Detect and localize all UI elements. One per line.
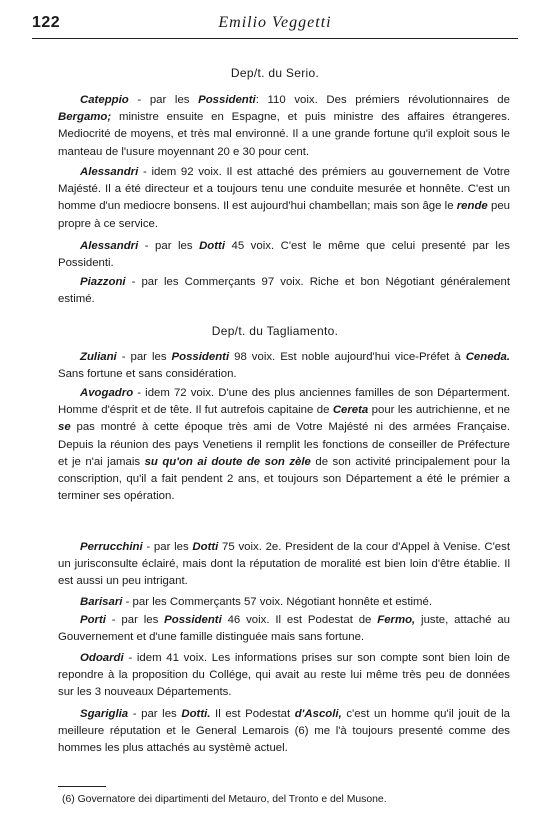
- entry-sgariglia: Sgariglia - par les Dotti. Il est Podestat d'Ascoli, c'est un homme qu'il jouit de la meilleure réputation et le General Lemarois (6) me l'à toujours presenté comme des hommes les plus attachés au systèmè actuel.: [58, 708, 510, 755]
- entry-avogadro: Avogadro - idem 72 voix. D'une des plus anciennes familles de son Départerment. Homme d'ésprit et de tête. Il fut autrefois capitaine de Cereta pour les autrichienne, et ne se pas montré à cette époque très ami de Votre Majésté ni des armées Française. Depuis la réunion des pays Venetiens il remplit les fonctions de conseiller de Préfecture et je n'ai jamais su qu'on ai doute de son zèle de son activité principalement pour la conscription, qu'il a fait pendent 2 ans, et toujours son Département a été le prémier a terminer ses opération.: [58, 387, 510, 503]
- entry-perrucchini: Perrucchini - par les Dotti 75 voix. 2e. President de la cour d'Appel à Venise. C'est un jurisconsulte éclairé, mais dont la réputation de moralité est bien loin d'être établie. Il est aussi un peu intrigant.: [58, 541, 510, 588]
- entry-odoardi: Odoardi - idem 41 voix. Les informations prises sur son compte sont bien loin de repondre à la proposition du Collége, qui avait au reste lui même très peu de données sur les 3 nouveaux Départements.: [58, 652, 510, 699]
- running-title: Emilio Veggetti: [218, 14, 332, 31]
- entry-cateppio: Cateppio - par les Possidenti: 110 voix. Des prémiers révolutionnaires de Bergamo; ministre ensuite en Espagne, et puis ministre des affaires étrangeres. Mediocrité de moyens, et très mal environné. Il a une grande fortune qu'il exploit sous le manteau de l'usure moyennant 20 e 30 pour cent.: [58, 94, 510, 158]
- entry-name: Alessandri: [80, 240, 139, 252]
- section-title-tagliamento: Dep/t. du Tagliamento.: [211, 324, 339, 338]
- page-number: 122: [32, 14, 61, 31]
- entry-name: Odoardi: [80, 652, 124, 664]
- footnote-rule: [58, 786, 106, 787]
- entry-name: Porti: [80, 614, 106, 626]
- entry-name: Perrucchini: [80, 541, 143, 553]
- entry-name: Barisari: [80, 596, 123, 608]
- entry-name: Piazzoni: [80, 276, 126, 288]
- header-rule: [32, 38, 518, 39]
- entry-name: Alessandri: [80, 166, 139, 178]
- footnote: (6) Governatore dei dipartimenti del Metauro, del Tronto e del Musone.: [62, 794, 387, 805]
- entry-name: Cateppio: [80, 94, 129, 106]
- entry-porti: Porti - par les Possidenti 46 voix. Il est Podestat de Fermo, juste, attaché au Gouvernement et d'une famille distinguée mais sans fortune.: [58, 614, 510, 644]
- entry-name: Sgariglia: [80, 708, 129, 720]
- entry-name: Zuliani: [80, 351, 117, 363]
- running-head: [32, 14, 518, 36]
- entry-barisari: Barisari - par les Commerçants 57 voix. Négotiant honnête et estimé.: [80, 596, 433, 608]
- entry-alessandri-2: Alessandri - par les Dotti 45 voix. C'est le même que celui presenté par les Possidenti.: [58, 240, 510, 270]
- entry-name: Avogadro: [80, 387, 134, 399]
- entry-zuliani: Zuliani - par les Possidenti 98 voix. Est noble aujourd'hui vice-Préfet à Ceneda. Sans fortune et sans considération.: [58, 351, 510, 381]
- entry-piazzoni: Piazzoni - par les Commerçants 97 voix. Riche et bon Négotiant généralement estimé.: [58, 276, 510, 306]
- section-title-serio: Dep/t. du Serio.: [230, 66, 320, 80]
- entry-alessandri-1: Alessandri - idem 92 voix. Il est attaché des prémiers au gouvernement de Votre Majésté. Il a été directeur et a toujours tenu une conduite mesurée et honnête. C'est un homme d'un mediocre bonsens. Il est aujourd'hui chambellan; mais son âge le rende peu propre à ce service.: [58, 166, 510, 230]
